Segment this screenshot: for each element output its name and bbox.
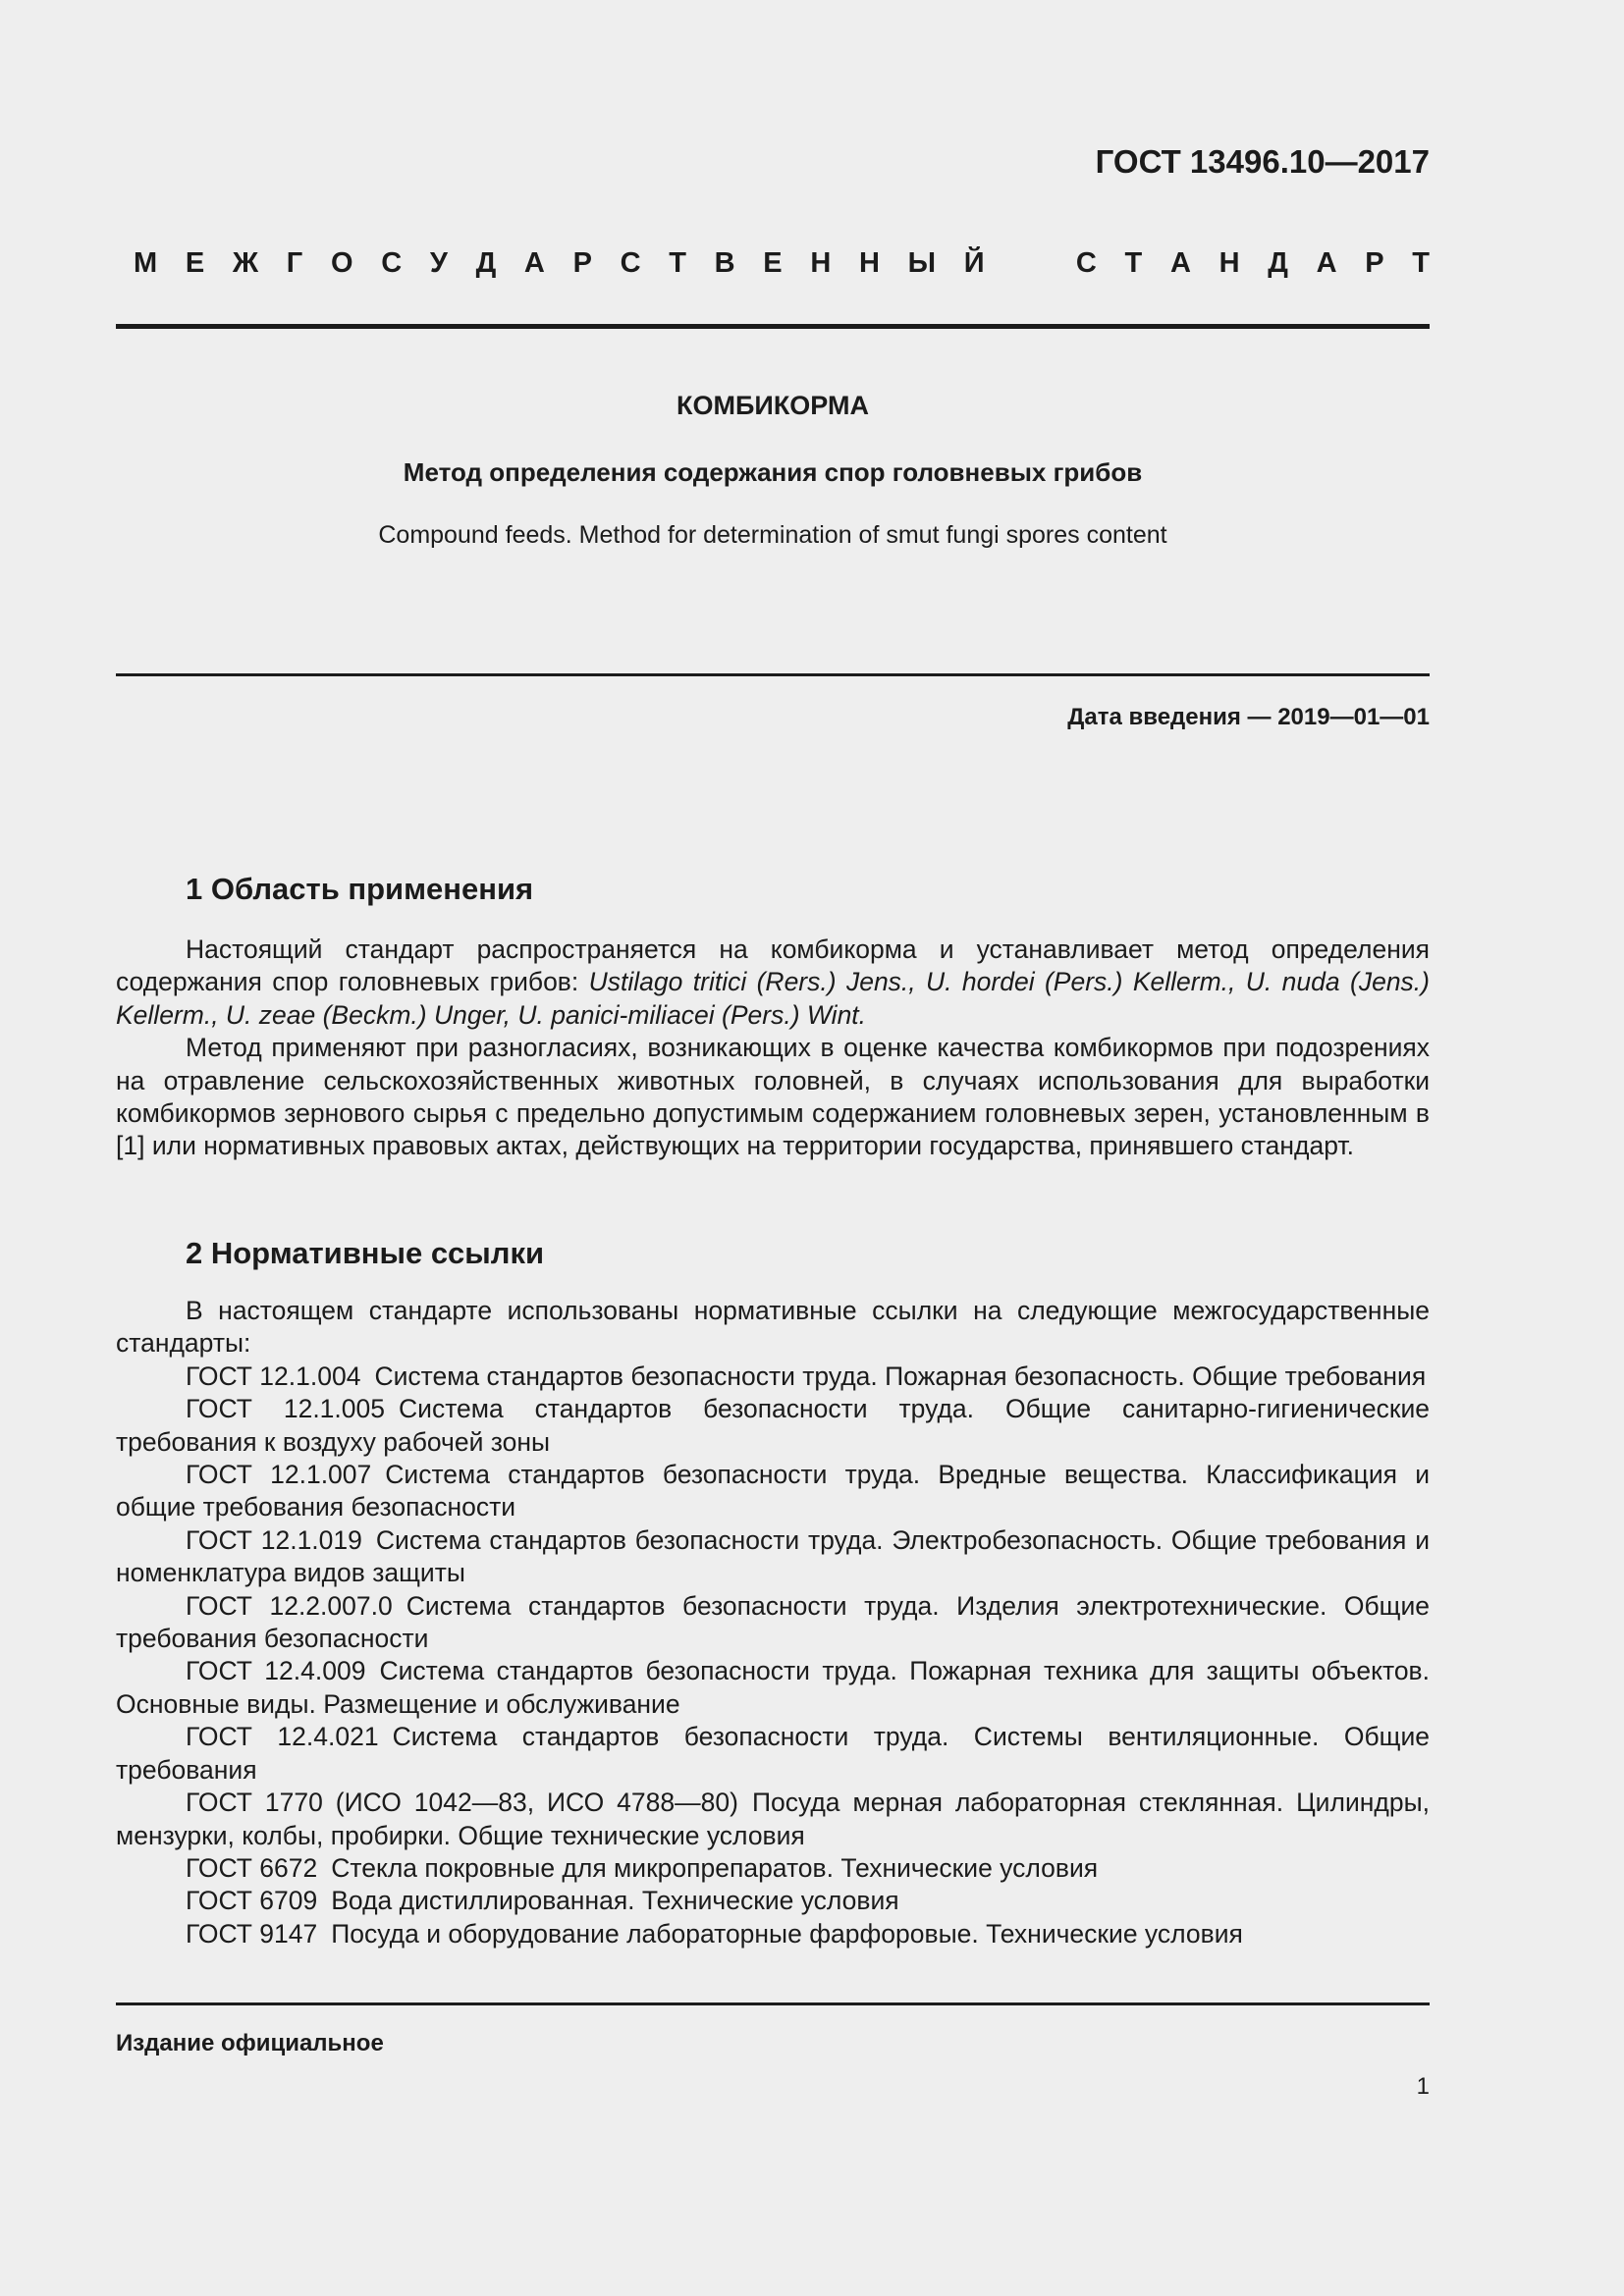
reference-code: ГОСТ 12.1.005 <box>186 1394 386 1424</box>
introduction-date: Дата введения — 2019—01—01 <box>1067 704 1430 730</box>
reference-title: Посуда мерная лабораторная стеклянная. Цилиндры, мензурки, колбы, пробирки. Общие технические условия <box>116 1788 1430 1850</box>
interstate-standard-heading <box>134 247 1430 280</box>
normative-references <box>116 1295 1430 1950</box>
reference-title: Система стандартов безопасности труда. Системы вентиляционные. Общие требования <box>116 1722 1431 1785</box>
reference-title: Система стандартов безопасности труда. Электробезопасность. Общие требования и номенклатура видов защиты <box>116 1524 1431 1588</box>
section-1-body <box>116 934 1430 1163</box>
interstate-letter: С <box>381 247 403 279</box>
reference-code: ГОСТ 12.1.007 <box>186 1460 372 1490</box>
interstate-letter: Е <box>763 247 783 279</box>
reference-item <box>116 1655 1430 1721</box>
interstate-letter: А <box>523 247 545 279</box>
interstate-letter: Н <box>1218 247 1240 279</box>
interstate-letter: А <box>1169 247 1191 279</box>
english-title: Compound feeds. Method for determination of smut fungi spores content <box>378 521 1167 549</box>
header-rule <box>116 324 1430 329</box>
reference-item <box>116 1852 1430 1885</box>
interstate-letter: Д <box>475 247 497 279</box>
reference-title: Система стандартов безопасности труда. Изделия электротехнические. Общие требования безопасности <box>116 1590 1430 1654</box>
interstate-letter: Т <box>1124 247 1143 279</box>
reference-item <box>116 1393 1430 1459</box>
reference-code: ГОСТ 12.4.021 <box>186 1722 379 1752</box>
reference-title: Стекла покровные для микропрепаратов. Технические условия <box>331 1852 1099 1883</box>
interstate-letter: Д <box>1268 247 1288 279</box>
reference-item <box>116 1524 1430 1590</box>
reference-title: Система стандартов безопасности труда. Общие санитарно-гигиенические требования к воздуху рабочей зоны <box>116 1394 1431 1457</box>
reference-code: ГОСТ 12.2.007.0 <box>186 1590 393 1621</box>
scope-species: Ustilago tritici (Rers.) Jens., U. hordei (Pers.) Kellerm., U. nuda (Jens.) Kellerm., U. zeae (Beckm.) Unger, U. panici-miliacei (Pers.) Wint. <box>116 967 1430 1030</box>
interstate-letter: М <box>134 247 158 279</box>
interstate-letter: У <box>429 247 448 279</box>
reference-title: Вода дистиллированная. Технические условия <box>331 1886 899 1916</box>
scope-paragraph <box>116 934 1430 1032</box>
reference-item <box>116 1918 1430 1950</box>
reference-title: Система стандартов безопасности труда. Вредные вещества. Классификация и общие требования безопасности <box>116 1460 1430 1522</box>
interstate-letter: О <box>330 247 353 279</box>
document-subtitle: Метод определения содержания спор головневых грибов <box>403 457 1143 487</box>
interstate-letter: Н <box>810 247 832 279</box>
reference-item <box>116 1361 1430 1393</box>
reference-code: ГОСТ 1770 (ИСО 1042—83, ИСО 4788—80) <box>186 1788 738 1818</box>
reference-item <box>116 1787 1430 1852</box>
edition-label: Издание официальное <box>116 2030 384 2056</box>
reference-item <box>116 1459 1430 1524</box>
page-number: 1 <box>1416 2073 1430 2100</box>
reference-code: ГОСТ 12.1.019 <box>186 1524 362 1555</box>
interstate-letter: Р <box>572 247 592 279</box>
reference-code: ГОСТ 6672 <box>186 1852 318 1883</box>
scope-lead: Настоящий стандарт распространяется на комбикорма и устанавливает метод определения содержания спор головневых грибов: <box>116 934 1430 997</box>
interstate-letter: Е <box>185 247 205 279</box>
reference-title: Система стандартов безопасности труда. Пожарная техника для защиты объектов. Основные виды. Размещение и обслуживание <box>116 1656 1430 1719</box>
interstate-letter: Г <box>286 247 303 279</box>
interstate-letter: Ы <box>907 247 936 279</box>
interstate-letter: С <box>1075 247 1097 279</box>
word-gap <box>1012 247 1048 280</box>
reference-item <box>116 1885 1430 1917</box>
document-designation: ГОСТ 13496.10—2017 <box>1095 143 1430 180</box>
interstate-letter: Ж <box>232 247 259 279</box>
section-2-heading: 2 Нормативные ссылки <box>186 1236 545 1270</box>
interstate-letter: А <box>1316 247 1337 279</box>
reference-code: ГОСТ 12.4.009 <box>186 1656 366 1686</box>
reference-code: ГОСТ 6709 <box>186 1886 318 1916</box>
interstate-letter: В <box>714 247 735 279</box>
application-paragraph: Метод применяют при разногласиях, возникающих в оценке качества комбикормов при подозрениях на отравление сельскохозяйственных животных головней, в случаях использования для выработки комбикормов зернового сырья с предельно допустимым содержанием головневых зерен, установленным в [1] или нормативных правовых актах, действующих на территории государства, принявшего стандарт. <box>116 1033 1430 1161</box>
references-intro: В настоящем стандарте использованы нормативные ссылки на следующие межгосударственные стандарты: <box>116 1296 1430 1359</box>
reference-title: Посуда и оборудование лабораторные фарфоровые. Технические условия <box>331 1918 1243 1949</box>
interstate-letter: Т <box>1412 247 1430 279</box>
references-list <box>116 1361 1430 1950</box>
interstate-letter: Н <box>858 247 880 279</box>
reference-item <box>116 1590 1430 1656</box>
interstate-letter: Й <box>963 247 985 279</box>
section-1-heading: 1 Область применения <box>186 872 534 906</box>
reference-code: ГОСТ 12.1.004 <box>186 1361 361 1391</box>
document-title: КОМБИКОРМА <box>677 391 869 420</box>
reference-title: Система стандартов безопасности труда. Пожарная безопасность. Общие требования <box>374 1361 1427 1391</box>
reference-item <box>116 1721 1430 1787</box>
interstate-letter: С <box>620 247 641 279</box>
interstate-letter: Р <box>1365 247 1384 279</box>
interstate-letter: Т <box>669 247 686 279</box>
title-rule <box>116 673 1430 676</box>
reference-code: ГОСТ 9147 <box>186 1918 318 1949</box>
footer-rule <box>116 2002 1430 2005</box>
